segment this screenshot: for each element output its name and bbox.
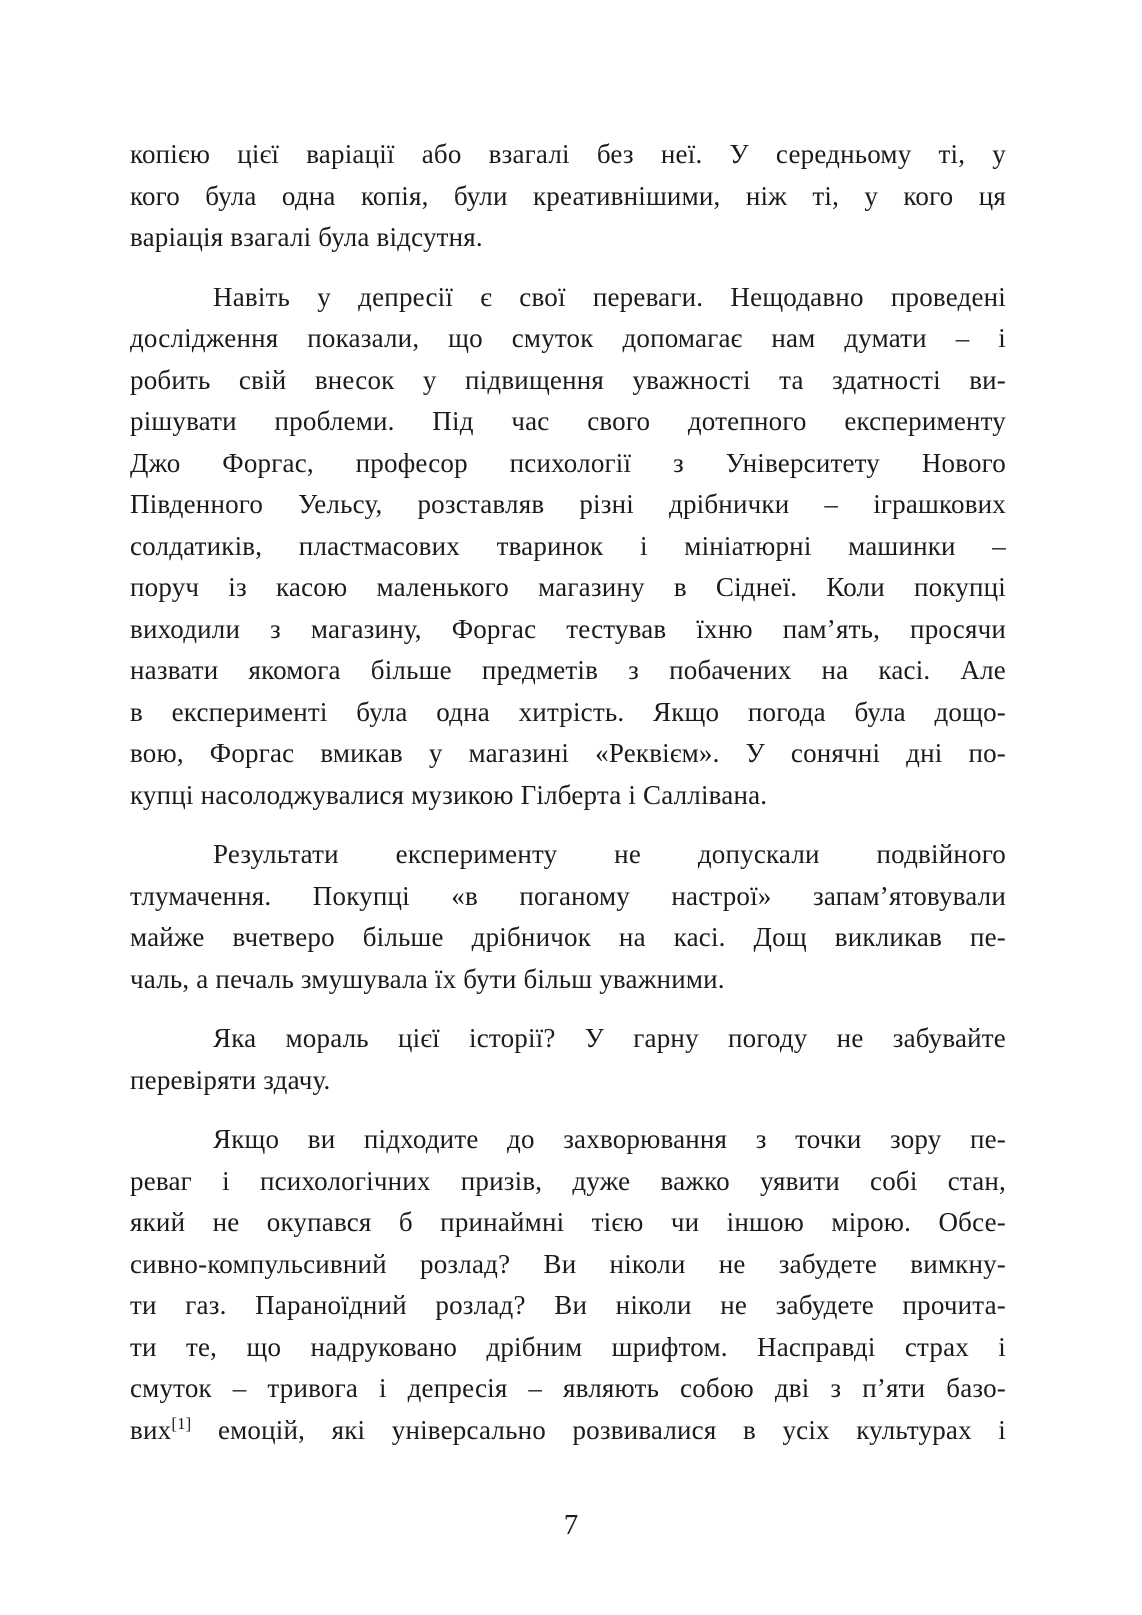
text-line: сивно-компульсивний розлад? Ви ніколи не забудете вимкну- — [130, 1248, 1006, 1279]
text-line: ти те, що надруковано дрібним шрифтом. Насправді страх і — [130, 1331, 1006, 1362]
text-line: чаль, а печаль змушувала їх бути більш уважними. — [130, 963, 725, 994]
text-line: Якщо ви підходите до захворювання з точки зору пе- — [213, 1124, 1006, 1154]
text-line: реваг і психологічних призів, дуже важко уявити собі стан, — [130, 1165, 1006, 1196]
text-line: в експерименті була одна хитрість. Якщо погода була дощо- — [130, 696, 1006, 727]
text-line: Навіть у депресії є свої переваги. Нещодавно проведені — [213, 281, 1006, 312]
text-line: Південного Уельсу, розставляв різні дрібнички – іграшкових — [130, 489, 1006, 519]
text-line: який не окупався б принаймні тією чи іншою мірою. Обсе- — [130, 1207, 1006, 1237]
paragraph — [130, 277, 1006, 817]
paragraph — [130, 834, 1006, 1000]
page-body — [130, 134, 1006, 1451]
text-line: кого була одна копія, були креативнішими, ніж ті, у кого ця — [130, 180, 1006, 211]
text-line: смуток – тривога і депресія – являють собою дві з п’яти базо- — [130, 1373, 1006, 1403]
paragraph — [130, 1018, 1006, 1101]
text-line: ти газ. Параноїдний розлад? Ви ніколи не забудете прочита- — [130, 1290, 1006, 1320]
text-line: копією цієї варіації або взагалі без неї. У середньому ті, у — [130, 139, 1006, 169]
text-line: Яка мораль цієї історії? У гарну погоду не забувайте — [213, 1023, 1006, 1053]
text-line: Результати експерименту не допускали подвійного — [213, 839, 1006, 869]
text-line: поруч із касою маленького магазину в Сіднеї. Коли покупці — [130, 572, 1006, 602]
footnote-ref: [1] — [171, 1413, 192, 1433]
text-segment: вих — [130, 1414, 172, 1445]
page-number: 7 — [563, 1509, 579, 1541]
text-line — [130, 1410, 1006, 1452]
paragraph — [130, 1119, 1006, 1451]
text-line: солдатиків, пластмасових тваринок і мініатюрні машинки – — [130, 530, 1006, 561]
text-segment: емоцій, які універсально розвивалися в усіх культурах і — [191, 1414, 1006, 1445]
text-line: Джо Форгас, професор психології з Університету Нового — [130, 447, 1006, 478]
text-line: купці насолоджувалися музикою Гілберта і Саллівана. — [130, 779, 768, 810]
text-line: варіація взагалі була відсутня. — [130, 222, 483, 252]
text-line: майже вчетверо більше дрібничок на касі. Дощ викликав пе- — [130, 922, 1006, 952]
text-line: виходили з магазину, Форгас тестував їхню пам’ять, просячи — [130, 613, 1006, 644]
text-line: вою, Форгас вмикав у магазині «Реквієм». У сонячні дні по- — [130, 738, 1006, 768]
text-line: робить свій внесок у підвищення уважності та здатності ви- — [130, 364, 1006, 395]
text-line: перевіряти здачу. — [130, 1064, 331, 1095]
text-line: рішувати проблеми. Під час свого дотепного експерименту — [130, 406, 1006, 436]
text-line: назвати якомога більше предметів з побачених на касі. Але — [130, 655, 1006, 685]
text-line: дослідження показали, що смуток допомагає нам думати – і — [130, 323, 1006, 353]
text-line: тлумачення. Покупці «в поганому настрої» запам’ятовували — [130, 880, 1006, 911]
paragraph — [130, 134, 1006, 259]
